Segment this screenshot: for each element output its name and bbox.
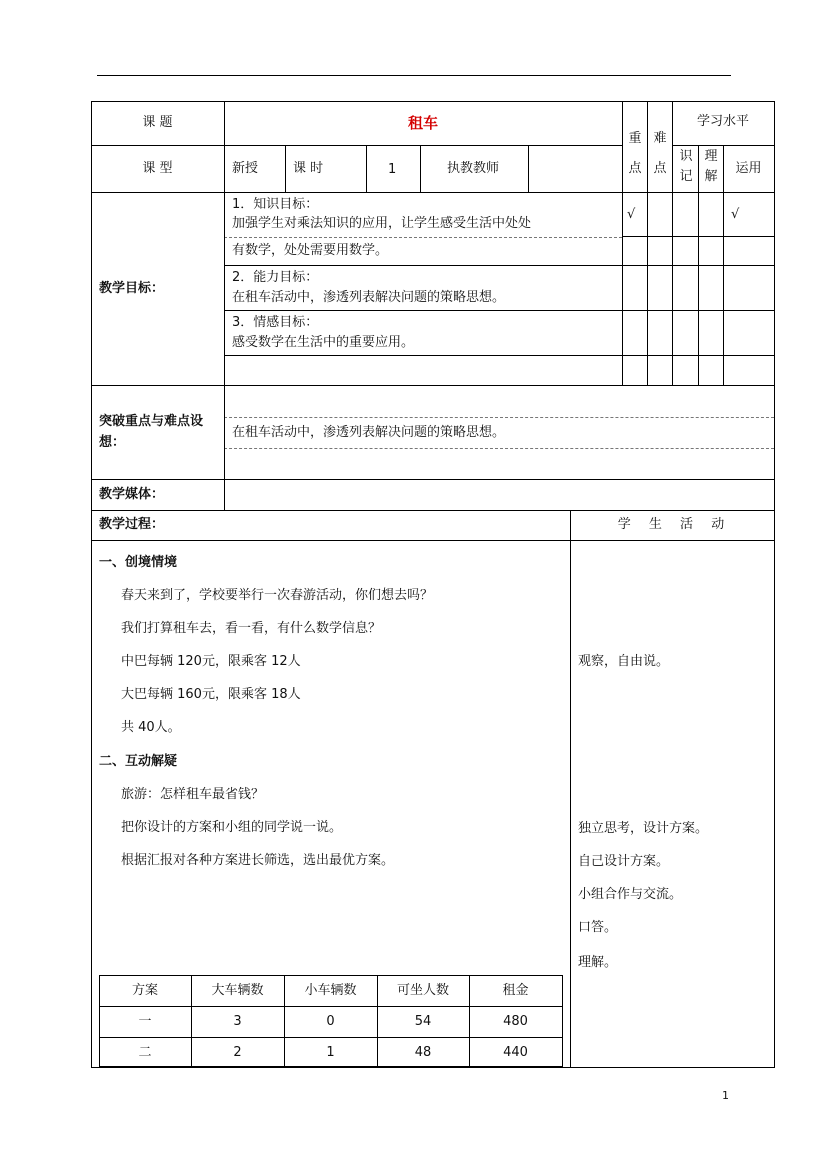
- table-cell: 2: [233, 1045, 242, 1060]
- label-lesson-title: 课 题: [142, 115, 173, 130]
- process-line: 春天来到了，学校要举行一次春游活动，你们想去吗？: [121, 588, 434, 603]
- table-header-cell: 可坐人数: [396, 983, 449, 998]
- goal-line: 1．知识目标：: [232, 197, 319, 212]
- lesson-type-value: 新授: [232, 161, 259, 176]
- table-cell: 二: [138, 1045, 152, 1060]
- student-activity: 小组合作与交流。: [578, 887, 683, 902]
- goal-line: 感受数学在生活中的重要应用。: [232, 335, 415, 350]
- level-understand: 理解: [704, 149, 718, 184]
- key-points-text: 在租车活动中，渗透列表解决问题的策略思想。: [232, 425, 506, 440]
- check-mark-apply: √: [731, 207, 740, 222]
- table-header-cell: 小车辆数: [304, 983, 357, 998]
- label-lesson-type: 课 型: [142, 161, 173, 176]
- table-header-cell: 租金: [502, 983, 529, 998]
- table-cell: 54: [414, 1014, 432, 1029]
- table-cell: 0: [326, 1014, 335, 1029]
- goal-line: 加强学生对乘法知识的应用，让学生感受生活中处处: [232, 216, 532, 231]
- table-cell: 3: [233, 1014, 242, 1029]
- class-hours-value: 1: [388, 162, 397, 177]
- student-activity: 理解。: [578, 955, 618, 970]
- process-line: 大巴每辆 160元，限乘客 18人: [121, 687, 301, 702]
- level-apply: 运用: [735, 161, 762, 176]
- table-cell: 一: [138, 1014, 152, 1029]
- process-line: 根据汇报对各种方案进长筛选，选出最优方案。: [121, 853, 395, 868]
- goal-line: 在租车活动中，渗透列表解决问题的策略思想。: [232, 290, 506, 305]
- student-activity: 独立思考，设计方案。: [578, 821, 709, 836]
- process-line: 共 40人。: [121, 720, 181, 735]
- label-teaching-goals: 教学目标：: [99, 281, 165, 296]
- process-line: 把你设计的方案和小组的同学说一说。: [121, 820, 343, 835]
- page-number: 1: [722, 1089, 729, 1102]
- section-title: 一、创境情境: [99, 555, 178, 570]
- lesson-title: 租车: [407, 114, 438, 132]
- label-student-activities: 学 生 活 动: [617, 517, 727, 532]
- table-cell: 480: [503, 1014, 528, 1029]
- label-learning-level: 学习水平: [696, 114, 749, 129]
- table-cell: 48: [414, 1045, 432, 1060]
- process-line: 中巴每辆 120元，限乘客 12人: [121, 654, 301, 669]
- label-teacher: 执教教师: [447, 161, 500, 176]
- table-header-cell: 大车辆数: [211, 983, 264, 998]
- table-header-cell: 方案: [131, 983, 158, 998]
- goal-line: 有数学，处处需要用数学。: [232, 243, 389, 258]
- label-key-points-line1: 突破重点与难点设: [99, 414, 204, 429]
- student-activity: 观察，自由说。: [578, 654, 670, 669]
- process-line: 旅游：怎样租车最省钱？: [121, 787, 265, 802]
- label-class-hours: 课 时: [293, 161, 324, 176]
- label-key-points-line2: 想：: [99, 435, 126, 450]
- table-cell: 1: [326, 1045, 335, 1060]
- label-difficulty: 难点: [653, 131, 667, 176]
- process-line: 我们打算租车去，看一看，有什么数学信息？: [121, 621, 382, 636]
- table-cell: 440: [503, 1045, 528, 1060]
- student-activity: 自己设计方案。: [578, 854, 670, 869]
- goal-line: 3．情感目标：: [232, 315, 319, 330]
- label-teaching-media: 教学媒体：: [99, 487, 165, 502]
- label-key-point: 重点: [628, 131, 642, 176]
- student-activity: 口答。: [578, 920, 618, 935]
- goal-line: 2．能力目标：: [232, 270, 319, 285]
- check-mark-key-point: √: [627, 207, 636, 222]
- level-memorize: 识记: [679, 149, 693, 184]
- header-rule: [97, 75, 731, 76]
- label-teaching-process: 教学过程：: [99, 517, 165, 532]
- section-title: 二、互动解疑: [99, 754, 178, 769]
